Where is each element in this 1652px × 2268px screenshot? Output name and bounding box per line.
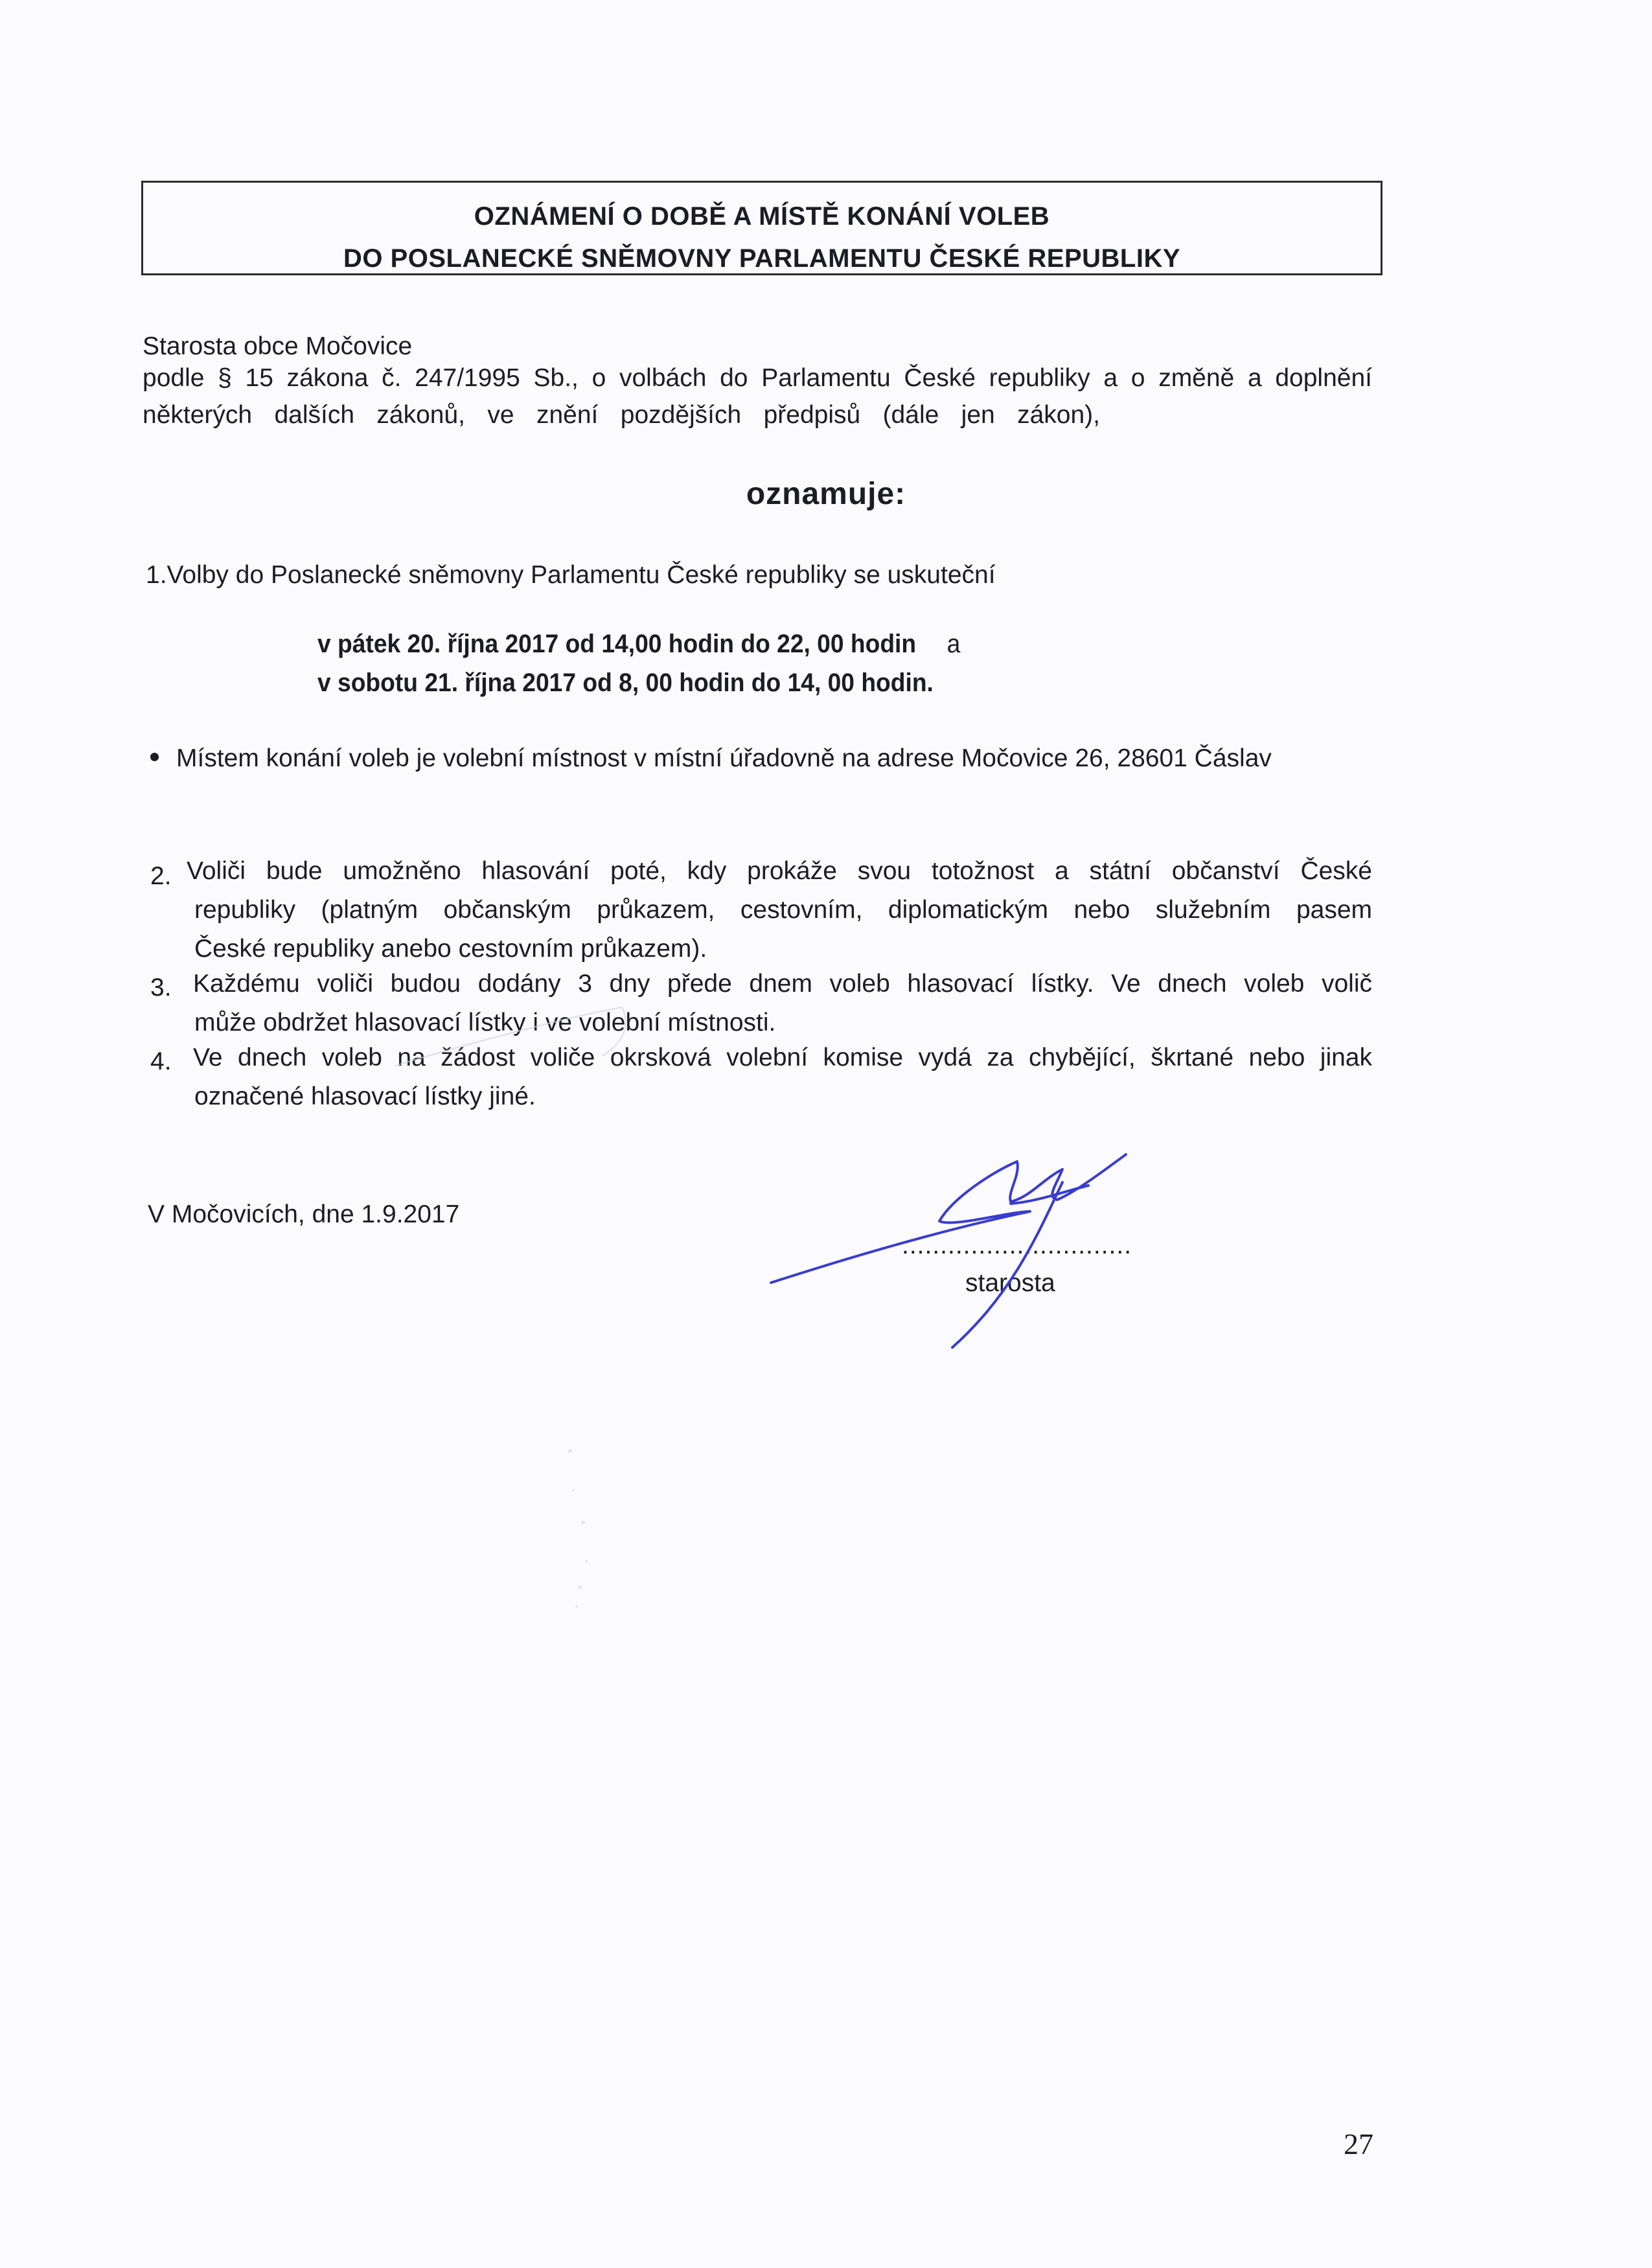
item-2-line-1: Voliči bude umožněno hlasování poté, kdy prokáže svou totožnost a státní občanství České: [187, 857, 1372, 885]
title-line-1: OZNÁMENÍ O DOBĚ A MÍSTĚ KONÁNÍ VOLEB: [474, 202, 1050, 231]
intro-line-2: podle § 15 zákona č. 247/1995 Sb., o volbách do Parlamentu České republiky a o změně a doplnění: [143, 364, 1372, 392]
item-2-number: 2.: [150, 862, 172, 890]
item-2-line-3: České republiky anebo cestovním průkazem).: [194, 935, 707, 963]
page-number: 27: [1344, 2127, 1373, 2160]
date-2: v sobotu 21. října 2017 od 8, 00 hodin do 14, 00 hodin.: [317, 669, 934, 697]
item-1-text: 1.Volby do Poslanecké sněmovny Parlamentu České republiky se uskuteční: [146, 561, 996, 589]
intro-line-3: některých dalších zákonů, ve znění pozdějších předpisů (dále jen zákon),: [143, 401, 1100, 429]
item-3-number: 3.: [150, 974, 172, 1002]
date-1-suffix: a: [946, 630, 961, 658]
location-text: Místem konání voleb je volební místnost v místní úřadovně na adrese Močovice 26, 28601 Čáslav: [176, 744, 1272, 772]
signature-dots: ..............................: [902, 1231, 1132, 1259]
date-1: v pátek 20. října 2017 od 14,00 hodin do 22, 00 hodin: [317, 630, 917, 658]
item-2-line-2: republiky (platným občanským průkazem, cestovním, diplomatickým nebo služebním pasem: [194, 896, 1372, 924]
oznamuje-heading: oznamuje:: [746, 477, 906, 511]
item-4-number: 4.: [150, 1048, 172, 1075]
item-3-line-1: Každému voliči budou dodány 3 dny přede dnem voleb hlasovací lístky. Ve dnech voleb volič: [193, 970, 1372, 998]
item-4-line-1: Ve dnech voleb na žádost voliče okrsková volební komise vydá za chybějící, škrtané nebo jinak: [193, 1044, 1372, 1071]
intro-line-1: Starosta obce Močovice: [143, 332, 413, 360]
item-3-line-2: může obdržet hlasovací lístky i ve volební místnosti.: [194, 1009, 776, 1037]
title-line-2: DO POSLANECKÉ SNĚMOVNY PARLAMENTU ČESKÉ REPUBLIKY: [343, 244, 1181, 273]
item-4-line-2: označené hlasovací lístky jiné.: [194, 1082, 536, 1110]
signature-role: starosta: [965, 1269, 1055, 1297]
place-date: V Močovicích, dne 1.9.2017: [148, 1200, 460, 1228]
